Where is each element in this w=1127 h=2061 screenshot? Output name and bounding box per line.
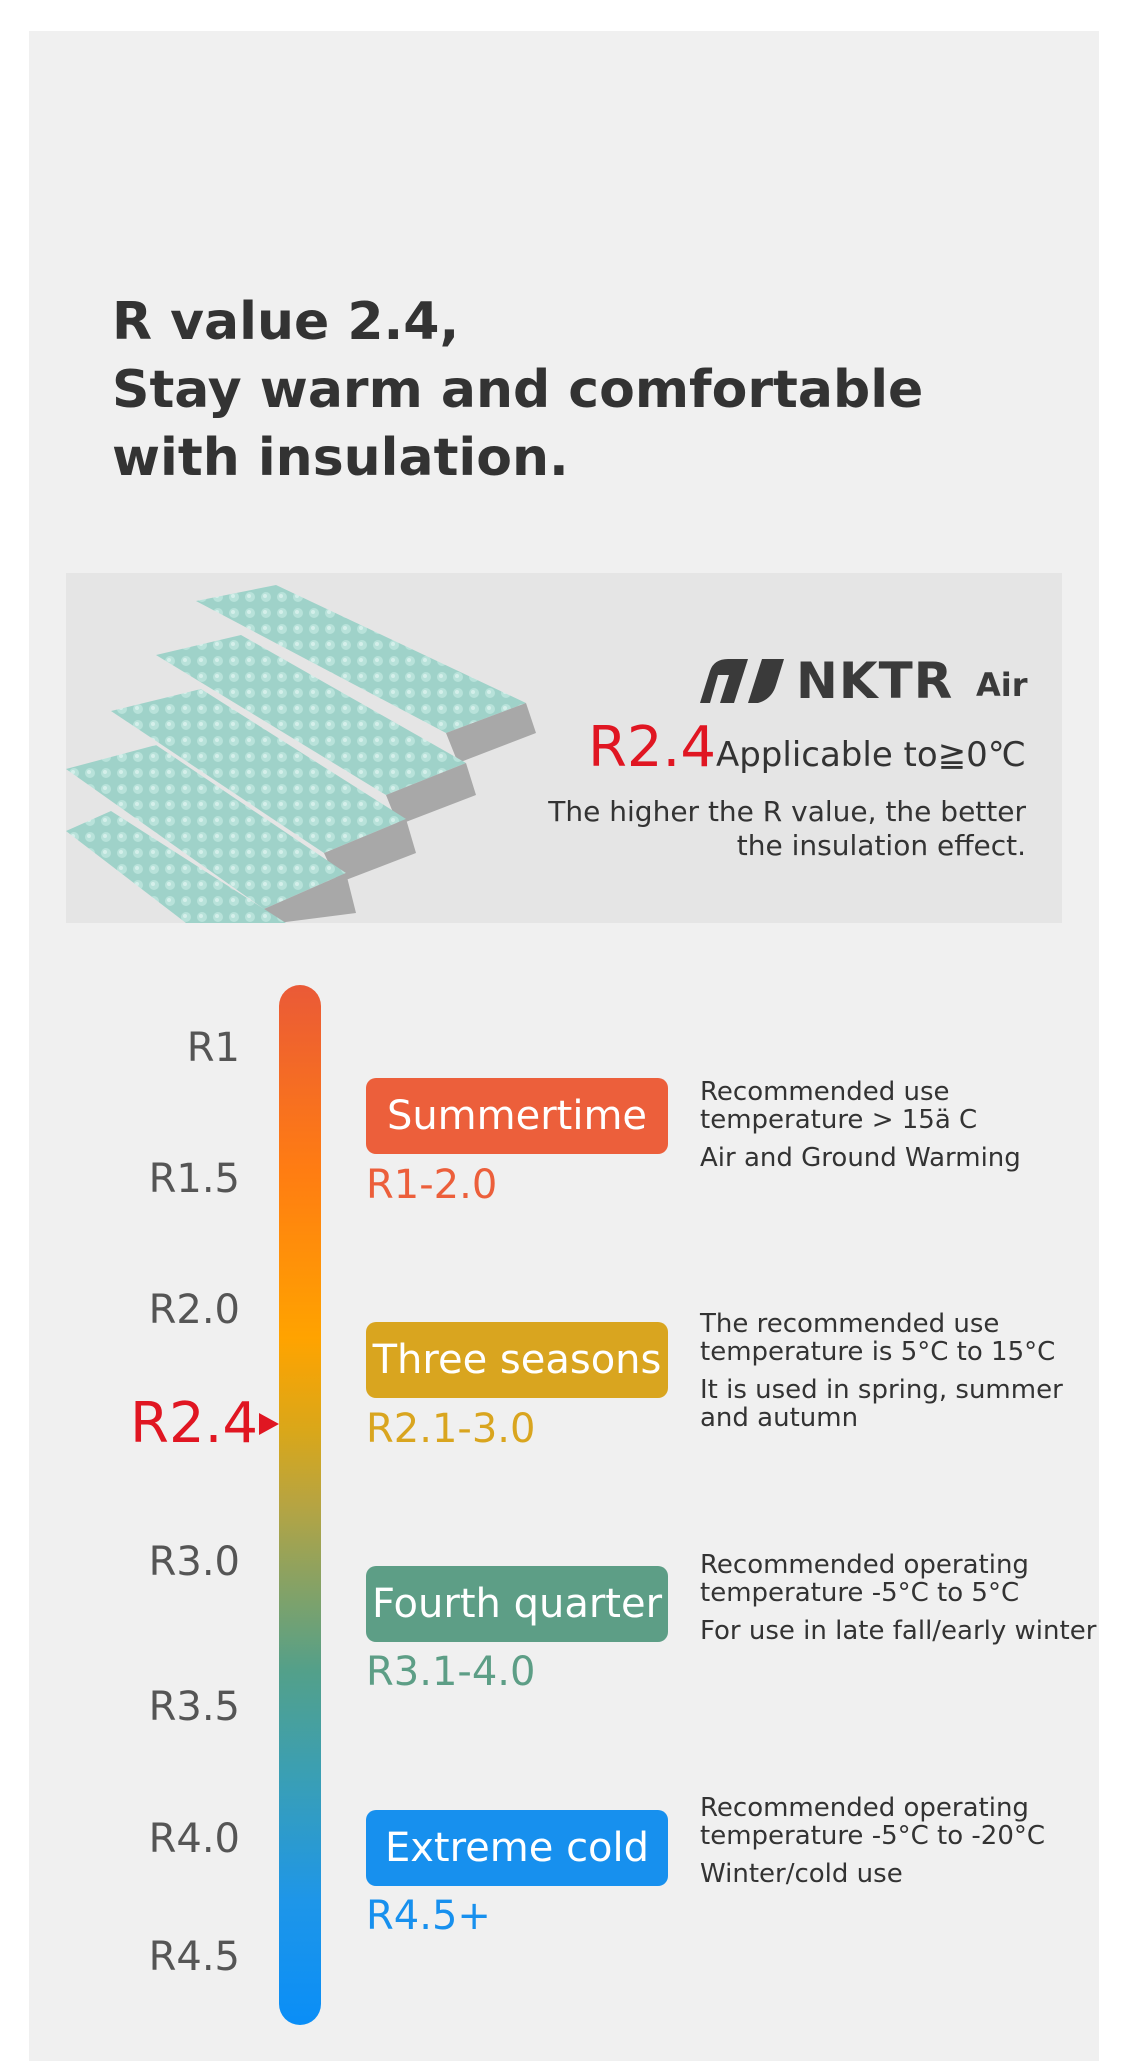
category-usage: It is used in spring, summer and autumn bbox=[700, 1375, 1063, 1433]
category-tag-fourth-quarter: Fourth quarter bbox=[366, 1566, 668, 1642]
scale-tick: R3.0 bbox=[148, 1539, 240, 1585]
category-tag-extreme-cold: Extreme cold bbox=[366, 1810, 668, 1886]
scale-tick: R1 bbox=[186, 1025, 240, 1071]
category-description bbox=[700, 1551, 1110, 1645]
category-range: R3.1-4.0 bbox=[366, 1649, 536, 1695]
scale-tick: R4.0 bbox=[148, 1816, 240, 1862]
product-banner bbox=[66, 573, 1062, 923]
category-recommendation: Recommended use temperature > 15ä C bbox=[700, 1077, 978, 1135]
category-usage: Winter/cold use bbox=[700, 1859, 903, 1889]
category-tag-summertime: Summertime bbox=[366, 1078, 668, 1154]
nktr-logo-icon bbox=[696, 653, 788, 705]
category-tag-three-seasons: Three seasons bbox=[366, 1322, 668, 1398]
category-description bbox=[700, 1310, 1110, 1432]
headline-line-1: R value 2.4, bbox=[112, 292, 460, 352]
category-range: R4.5+ bbox=[366, 1893, 491, 1939]
triangle-right-icon bbox=[259, 1413, 279, 1435]
category-usage: For use in late fall/early winter bbox=[700, 1616, 1097, 1646]
headline bbox=[112, 288, 1012, 492]
scale-tick: R3.5 bbox=[148, 1684, 240, 1730]
category-description bbox=[700, 1794, 1110, 1888]
scale-tick: R2.0 bbox=[148, 1287, 240, 1333]
category-range: R1-2.0 bbox=[366, 1162, 498, 1208]
r-value-rating bbox=[588, 715, 1026, 780]
note-line-2: the insulation effect. bbox=[736, 829, 1026, 862]
r-value-scale-bar bbox=[279, 985, 321, 2025]
note-line-1: The higher the R value, the better bbox=[548, 795, 1026, 828]
category-range: R2.1-3.0 bbox=[366, 1406, 536, 1452]
scale-tick: R4.5 bbox=[148, 1934, 240, 1980]
foam-mat-image bbox=[66, 573, 536, 923]
category-usage: Air and Ground Warming bbox=[700, 1143, 1021, 1173]
scale-tick: R1.5 bbox=[148, 1156, 240, 1202]
brand-logo bbox=[696, 651, 1062, 711]
brand-suffix: Air bbox=[976, 666, 1028, 704]
applicable-temperature: Applicable to≧0℃ bbox=[715, 735, 1026, 775]
category-recommendation: Recommended operating temperature -5°C to -20°C bbox=[700, 1793, 1046, 1851]
r-value-highlight: R2.4 bbox=[587, 715, 716, 780]
current-r-value-label: R2.4 bbox=[130, 1391, 258, 1456]
category-recommendation: The recommended use temperature is 5°C to 15°C bbox=[700, 1309, 1056, 1367]
brand-name: NKTR bbox=[796, 652, 954, 710]
insulation-note bbox=[548, 795, 1026, 863]
category-recommendation: Recommended operating temperature -5°C to 5°C bbox=[700, 1550, 1029, 1608]
headline-line-2: Stay warm and comfortable bbox=[112, 360, 924, 420]
headline-line-3: with insulation. bbox=[112, 428, 569, 488]
category-description bbox=[700, 1078, 1110, 1172]
